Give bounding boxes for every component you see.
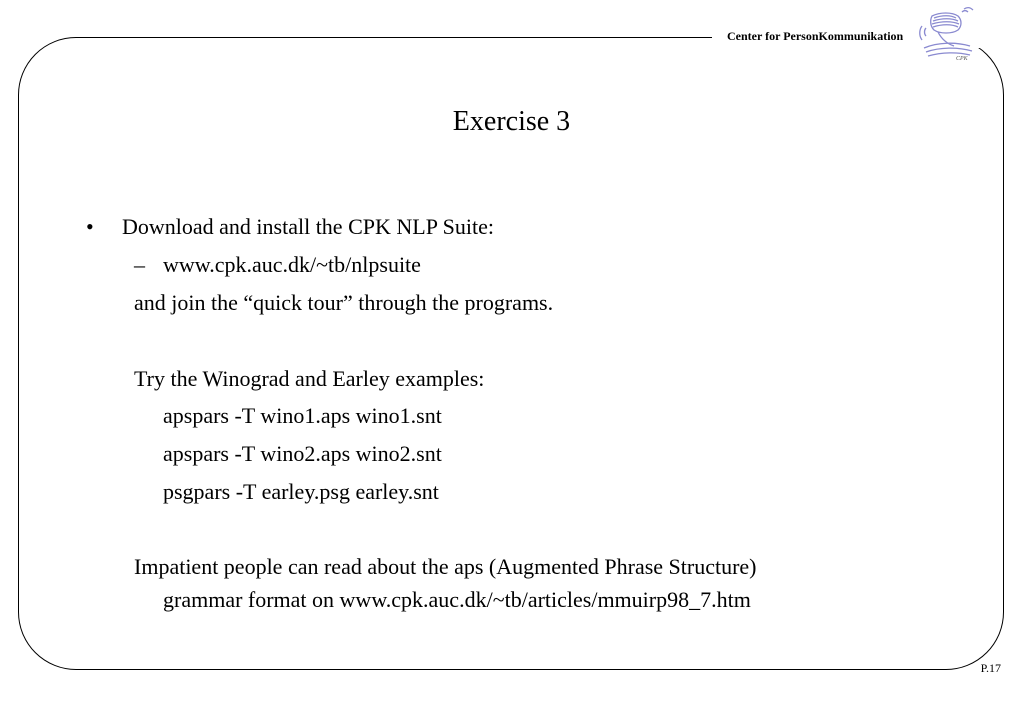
try-text: Try the Winograd and Earley examples: [134,366,485,391]
command-line: psgpars -T earley.psg earley.snt [163,479,439,504]
bullet-symbol: • [86,214,94,239]
command-line: apspars -T wino1.aps wino1.snt [163,403,442,428]
bullet-text: Download and install the CPK NLP Suite: [122,214,494,239]
dash-symbol: – [134,252,145,277]
slide-title: Exercise 3 [452,106,571,137]
logo-caption: CPK [956,56,968,62]
center-name: Center for PersonKommunikation [727,29,904,43]
command-line: apspars -T wino2.aps wino2.snt [163,441,442,466]
impatient-line-1: Impatient people can read about the aps (Augmented Phrase Structure) [134,554,757,579]
suite-url: www.cpk.auc.dk/~tb/nlpsuite [163,252,421,277]
cpk-logo-icon [918,6,980,62]
page-number: P.17 [980,661,1001,675]
join-text: and join the “quick tour” through the programs. [134,290,554,315]
impatient-line-2: grammar format on www.cpk.auc.dk/~tb/articles/mmuirp98_7.htm [163,587,751,612]
